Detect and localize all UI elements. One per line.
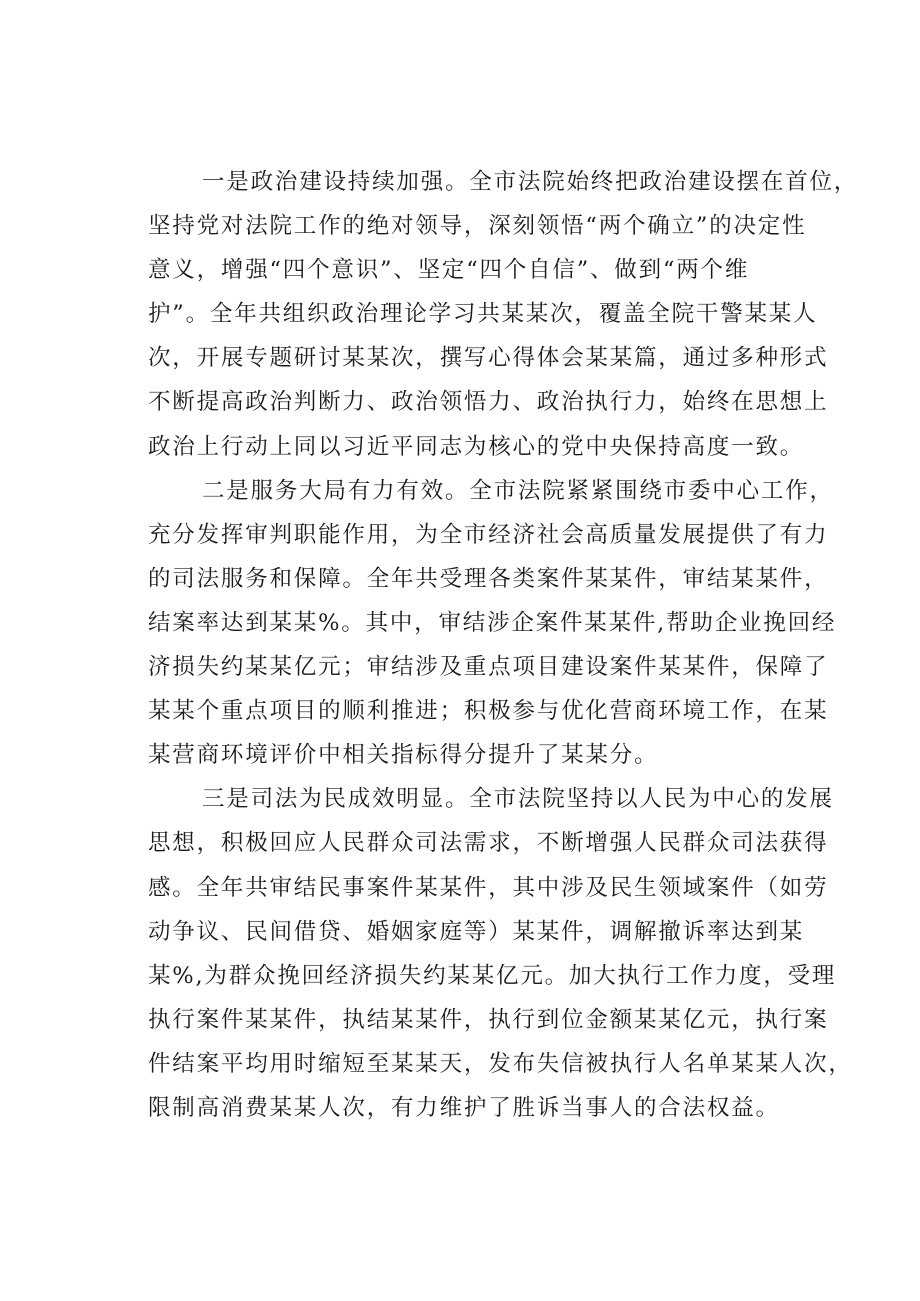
text-line: 二是服务大局有力有效。全市法院紧紧围绕市委中心工作， <box>202 477 834 504</box>
text-line: 三是司法为民成效明显。全市法院坚持以人民为中心的发展 <box>202 786 834 813</box>
text-line: 某营商环境评价中相关指标得分提升了某某分。 <box>148 742 659 769</box>
text-line: 充分发挥审判职能作用，为全市经济社会高质量发展提供了有力 <box>148 521 829 548</box>
text-line: 件结案平均用时缩短至某某天，发布失信被执行人名单某某人次， <box>148 1050 853 1077</box>
text-line: 思想，积极回应人民群众司法需求，不断增强人民群众司法获得 <box>148 830 829 857</box>
text-line: 的司法服务和保障。全年共受理各类案件某某件，审结某某件， <box>148 565 829 592</box>
paragraph-justice-for-people <box>148 777 853 1130</box>
text-line: 意义，增强“四个意识”、坚定“四个自信”、做到“两个维 <box>148 257 750 284</box>
text-line: 动争议、民间借贷、婚姻家庭等）某某件，调解撤诉率达到某 <box>148 918 805 945</box>
paragraph-serving-overall <box>148 469 837 778</box>
text-line: 济损失约某某亿元；审结涉及重点项目建设案件某某件，保障了 <box>148 654 829 681</box>
text-line: 坚持党对法院工作的绝对领导，深刻领悟“两个确立”的决定性 <box>148 213 807 240</box>
text-line: 限制高消费某某人次，有力维护了胜诉当事人的合法权益。 <box>148 1094 780 1121</box>
text-line: 不断提高政治判断力、政治领悟力、政治执行力，始终在思想上 <box>148 389 829 416</box>
paragraph-political-construction <box>148 160 859 469</box>
text-line: 执行案件某某件，执结某某件，执行到位金额某某亿元，执行案 <box>148 1006 829 1033</box>
text-line: 结案率达到某某%。其中，审结涉企案件某某件,帮助企业挽回经 <box>148 609 837 636</box>
text-line: 某%,为群众挽回经济损失约某某亿元。加大执行工作力度，受理 <box>148 962 837 989</box>
text-line: 护”。全年共组织政治理论学习共某某次，覆盖全院干警某某人 <box>148 301 818 328</box>
document-body <box>148 160 859 1130</box>
text-line: 某某个重点项目的顺利推进；积极参与优化营商环境工作，在某 <box>148 698 829 725</box>
text-line: 政治上行动上同以习近平同志为核心的党中央保持高度一致。 <box>148 433 805 460</box>
text-line: 感。全年共审结民事案件某某件，其中涉及民生领域案件（如劳 <box>148 874 829 901</box>
text-line: 一是政治建设持续加强。全市法院始终把政治建设摆在首位， <box>202 169 859 195</box>
text-line: 次，开展专题研讨某某次，撰写心得体会某某篇，通过多种形式 <box>148 345 829 372</box>
